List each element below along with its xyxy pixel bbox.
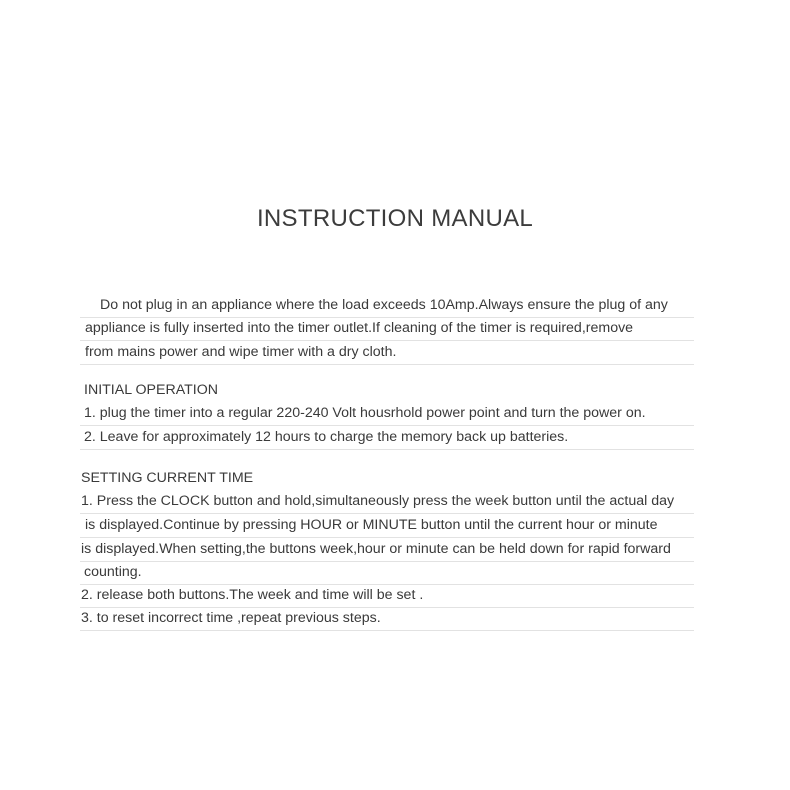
list-item: 2. Leave for approximately 12 hours to charge the memory back up batteries. xyxy=(80,426,694,450)
section-heading-setting-current-time: SETTING CURRENT TIME xyxy=(81,470,254,486)
list-item: 3. to reset incorrect time ,repeat previous steps. xyxy=(80,607,694,631)
list-item: is displayed.When setting,the buttons week,hour or minute can be held down for rapid forward xyxy=(80,538,694,562)
list-item: 1. Press the CLOCK button and hold,simultaneously press the week button until the actual day xyxy=(80,490,694,514)
section-heading-initial-operation: INITIAL OPERATION xyxy=(84,382,219,398)
intro-line: appliance is fully inserted into the timer outlet.If cleaning of the timer is required,remove xyxy=(80,317,694,341)
intro-line: from mains power and wipe timer with a dry cloth. xyxy=(80,341,694,365)
intro-line: Do not plug in an appliance where the load exceeds 10Amp.Always ensure the plug of any xyxy=(80,294,694,318)
list-item: 2. release both buttons.The week and time will be set . xyxy=(80,584,694,608)
list-item: 1. plug the timer into a regular 220-240 Volt housrhold power point and turn the power on. xyxy=(80,402,694,426)
page-title: INSTRUCTION MANUAL xyxy=(256,205,534,232)
list-item: is displayed.Continue by pressing HOUR or MINUTE button until the current hour or minute xyxy=(80,514,694,538)
list-item: counting. xyxy=(80,561,694,585)
